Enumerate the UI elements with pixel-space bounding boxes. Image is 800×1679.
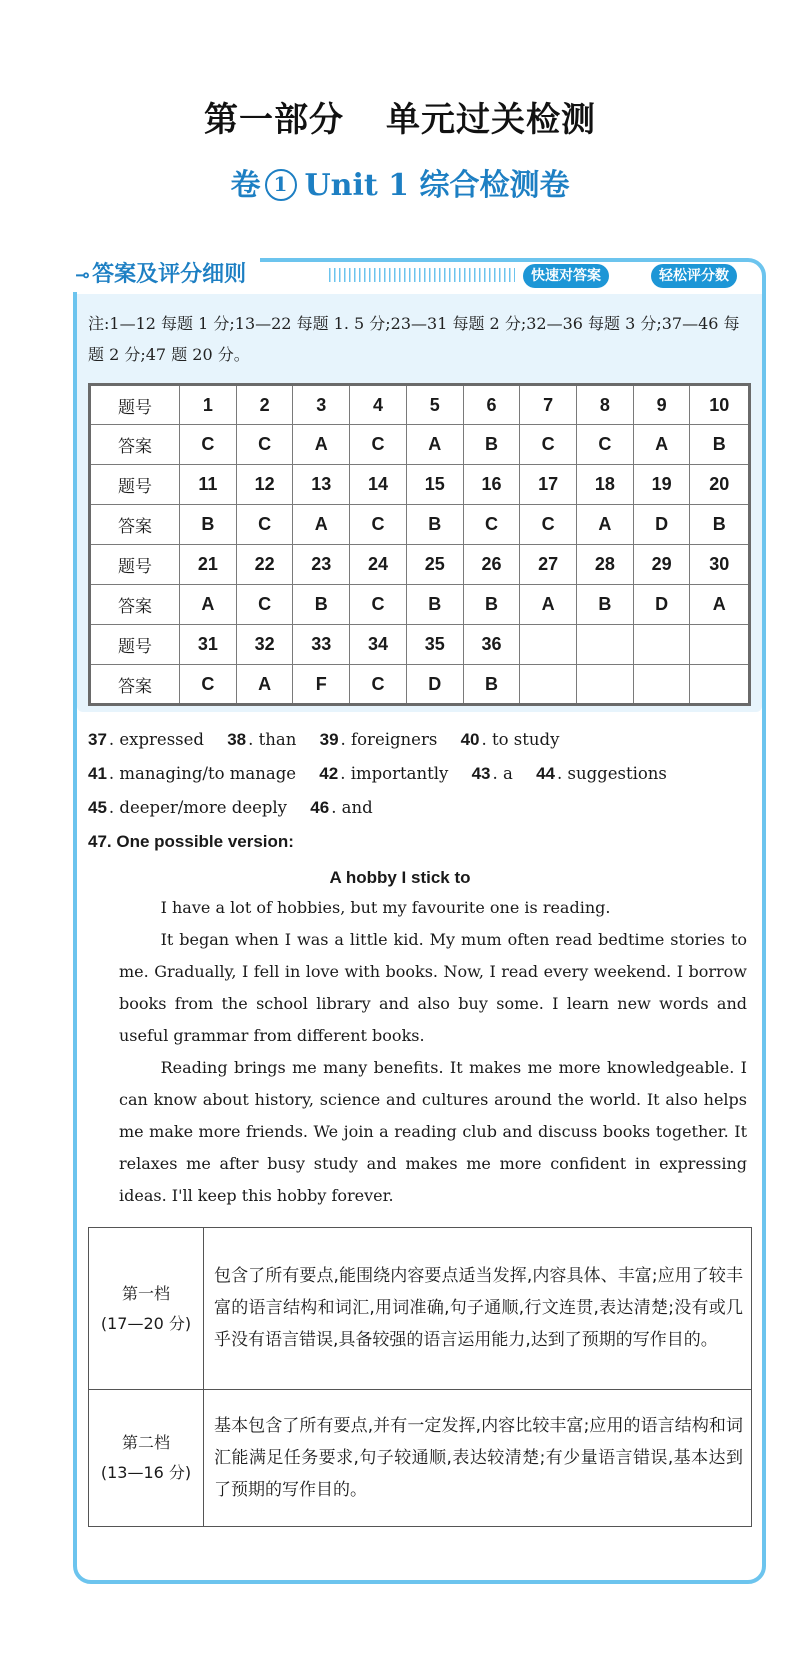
question-cell: 24 [350,545,407,585]
question-cell: 4 [350,385,407,425]
answer-cell: C [350,585,407,625]
answer-cell: A [236,665,293,705]
question-cell: 20 [690,465,750,505]
answer-cell: B [463,425,520,465]
unit-prefix: 卷 [230,168,261,203]
answer-cell: D [633,585,690,625]
answer-cell: C [350,425,407,465]
answer-cell: A [406,425,463,465]
rubric-grade-1 [89,1228,204,1390]
question-cell: 19 [633,465,690,505]
answer-cell: F [293,665,350,705]
answer-cell: B [406,505,463,545]
answer-cell: A [633,425,690,465]
question-cell: 36 [463,625,520,665]
circled-number: 1 [265,169,297,201]
banner-title-text: 答案及评分细则 [92,262,247,287]
essay-paragraph-3: Reading brings me many benefits. It makes me more knowledgeable. I can know about history, science and cultures around the world. It also helps me make more friends. We join a reading club and discuss books together. It relaxes me after busy study and makes me more confident in expressing ideas. I'll keep this hobby forever. [119,1058,747,1205]
scoring-rubric [88,1227,752,1527]
question-cell: 33 [293,625,350,665]
question-cell: 15 [406,465,463,505]
q47-label: 47. One possible version: [88,832,294,851]
answer-table [88,383,751,706]
answer-cell: B [690,425,750,465]
question-cell: 31 [180,625,237,665]
question-cell: 16 [463,465,520,505]
answer-row [90,585,750,625]
q47-label-line [88,825,748,859]
answer-label-cell: 答案 [90,585,180,625]
answer-banner [71,258,768,292]
answer-cell: C [520,425,577,465]
question-cell: 6 [463,385,520,425]
answer-cell: A [293,425,350,465]
question-cell: 10 [690,385,750,425]
fill-answer-43: 43 . a [471,764,513,783]
answer-label-cell: 答案 [90,665,180,705]
fill-answer-38: 38 . than [227,730,297,749]
fill-answer-41: 41 . managing/to manage [88,764,297,783]
rubric-grade-range: (17—20 分) [100,1313,192,1333]
question-cell [690,625,750,665]
answer-cell: B [406,585,463,625]
question-cell: 29 [633,545,690,585]
question-cell: 28 [577,545,634,585]
unit-title-text: Unit 1 综合检测卷 [304,168,570,203]
essay-paragraph-2: It began when I was a little kid. My mum often read bedtime stories to me. Gradually, I fell in love with books. Now, I read every weekend. I borrow books from the school library and also buy some. I learn new words and useful grammar from different books. [119,930,747,1045]
answer-cell [690,665,750,705]
answer-cell: C [577,425,634,465]
question-cell: 2 [236,385,293,425]
question-cell [520,625,577,665]
answer-cell: A [520,585,577,625]
fill-answer-44: 44 . suggestions [536,764,667,783]
fill-answer-42: 42 . importantly [319,764,449,783]
arrow-icon: ⊸ [75,265,91,286]
decorative-stripes [329,268,515,282]
answer-cell [577,665,634,705]
rubric-grade-range: (13—16 分) [100,1463,192,1482]
question-cell: 23 [293,545,350,585]
question-cell: 26 [463,545,520,585]
question-cell: 5 [406,385,463,425]
question-cell [577,625,634,665]
question-cell: 7 [520,385,577,425]
answer-cell: D [633,505,690,545]
part-title-text: 单元过关检测 [386,100,596,140]
answer-cell: C [180,665,237,705]
answer-row [90,665,750,705]
answer-cell: C [350,665,407,705]
answer-label-cell: 答案 [90,505,180,545]
question-label-cell: 题号 [90,625,180,665]
answer-cell: C [236,505,293,545]
answer-cell: A [180,585,237,625]
answer-cell: A [293,505,350,545]
fill-answer-40: 40 . to study [460,730,560,749]
quick-check-badge: 快速对答案 [523,264,609,288]
question-cell: 8 [577,385,634,425]
answer-cell: C [520,505,577,545]
part-title-number: 第一部分 [204,100,344,140]
fill-answers-line-1 [88,723,748,757]
answer-cell: B [577,585,634,625]
rubric-desc-2: 基本包含了所有要点,并有一定发挥,内容比较丰富;应用的语言结构和词汇能满足任务要求,句子较通顺,表达较清楚;有少量语言错误,基本达到了预期的写作目的。 [204,1390,752,1527]
rubric-grade-label: 第二档 [121,1433,170,1452]
question-label-cell: 题号 [90,465,180,505]
question-cell: 18 [577,465,634,505]
question-cell: 22 [236,545,293,585]
rubric-desc-1: 包含了所有要点,能围绕内容要点适当发挥,内容具体、丰富;应用了较丰富的语言结构和词汇,用词准确,句子通顺,行文连贯,表达清楚;没有或几乎没有语言错误,具备较强的语言运用能力,达到了预期的写作目的。 [204,1228,752,1390]
question-row [90,625,750,665]
answer-cell: B [463,665,520,705]
part-title [0,92,800,141]
answer-label-cell: 答案 [90,425,180,465]
fill-answers-line-2 [88,757,748,791]
answer-cell: A [577,505,634,545]
rubric-grade-label: 第一档 [121,1283,170,1303]
question-cell: 25 [406,545,463,585]
essay-title: A hobby I stick to [329,868,471,887]
fill-answer-37: 37 . expressed [88,730,204,749]
model-essay [119,892,747,1212]
question-cell: 11 [180,465,237,505]
answer-cell: B [690,505,750,545]
fill-answer-46: 46 . and [310,798,373,817]
question-cell: 14 [350,465,407,505]
answer-cell: C [463,505,520,545]
fill-answers-line-3 [88,791,748,825]
unit-title [0,160,800,204]
easy-score-badge: 轻松评分数 [651,264,737,288]
question-cell: 17 [520,465,577,505]
question-label-cell: 题号 [90,385,180,425]
score-note: 注:1—12 每题 1 分;13—22 每题 1. 5 分;23—31 每题 2 分;32—36 每题 3 分;37—46 每题 2 分;47 题 20 分。 [88,314,740,364]
rubric-row-1 [89,1228,752,1390]
answer-cell [633,665,690,705]
answer-cell: C [236,585,293,625]
question-row [90,385,750,425]
answer-cell [520,665,577,705]
answer-cell: C [180,425,237,465]
question-cell: 32 [236,625,293,665]
answer-cell: C [236,425,293,465]
essay-paragraph-1: I have a lot of hobbies, but my favourite one is reading. [160,898,611,917]
answer-cell: B [180,505,237,545]
question-row [90,545,750,585]
question-cell: 3 [293,385,350,425]
answer-row [90,425,750,465]
question-label-cell: 题号 [90,545,180,585]
question-cell: 13 [293,465,350,505]
answer-cell: A [690,585,750,625]
answer-cell: B [293,585,350,625]
answer-cell: B [463,585,520,625]
fill-answer-45: 45 . deeper/more deeply [88,798,288,817]
banner-title [71,258,260,292]
question-cell: 9 [633,385,690,425]
question-cell [633,625,690,665]
question-row [90,465,750,505]
question-cell: 35 [406,625,463,665]
fill-answers [88,723,748,859]
question-cell: 21 [180,545,237,585]
question-cell: 30 [690,545,750,585]
answer-cell: D [406,665,463,705]
question-cell: 12 [236,465,293,505]
fill-answer-39: 39 . foreigners [319,730,438,749]
answer-cell: C [350,505,407,545]
question-cell: 1 [180,385,237,425]
rubric-row-2 [89,1390,752,1527]
question-cell: 34 [350,625,407,665]
answer-row [90,505,750,545]
question-cell: 27 [520,545,577,585]
rubric-grade-2 [89,1390,204,1527]
